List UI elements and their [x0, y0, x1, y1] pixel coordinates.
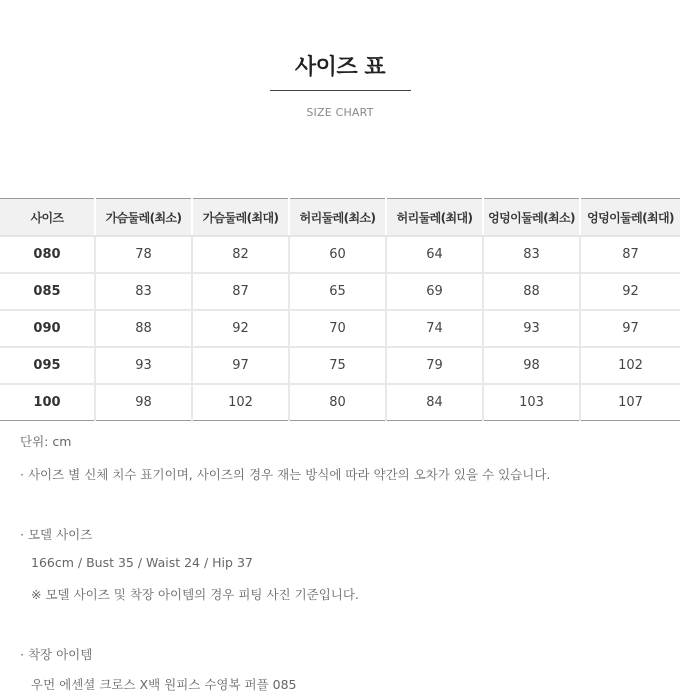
size-cell: 100: [0, 384, 95, 421]
chest-min-cell: 78: [95, 236, 192, 273]
table-row: [0, 236, 680, 273]
page-subtitle: SIZE CHART: [306, 106, 374, 119]
chest-max-cell: 87: [192, 273, 289, 310]
hip-max-cell: 97: [580, 310, 680, 347]
waist-min-cell: 60: [289, 236, 386, 273]
waist-max-cell: 69: [386, 273, 483, 310]
chest-max-cell: 102: [192, 384, 289, 421]
table-row: [0, 273, 680, 310]
column-header-hip-min: 엉덩이둘레(최소): [483, 199, 580, 237]
table-row: [0, 347, 680, 384]
chest-min-cell: 93: [95, 347, 192, 384]
worn-items-heading: · 착장 아이템: [20, 647, 93, 662]
waist-max-cell: 79: [386, 347, 483, 384]
chest-max-cell: 82: [192, 236, 289, 273]
waist-min-cell: 75: [289, 347, 386, 384]
waist-min-cell: 65: [289, 273, 386, 310]
hip-min-cell: 93: [483, 310, 580, 347]
table-row: [0, 310, 680, 347]
model-fitting-note: ※ 모델 사이즈 및 착장 아이템의 경우 피팅 사진 기준입니다.: [31, 587, 359, 602]
hip-max-cell: 92: [580, 273, 680, 310]
column-header-chest-max: 가슴둘레(최대): [192, 199, 289, 237]
column-header-waist-min: 허리둘레(최소): [289, 199, 386, 237]
waist-min-cell: 80: [289, 384, 386, 421]
chest-max-cell: 92: [192, 310, 289, 347]
unit-note: 단위: cm: [20, 434, 72, 449]
disclaimer-note: · 사이즈 별 신체 치수 표기이며, 사이즈의 경우 재는 방식에 따라 약간의 오차가 있을 수 있습니다.: [20, 467, 551, 482]
hip-max-cell: 107: [618, 395, 643, 410]
chest-max-cell: 97: [192, 347, 289, 384]
size-cell: 085: [0, 273, 95, 310]
chest-min-cell: 83: [95, 273, 192, 310]
title-divider: [270, 90, 411, 91]
page-title: 사이즈 표: [294, 55, 386, 80]
chest-min-cell: 88: [95, 310, 192, 347]
hip-min-cell: 103: [483, 384, 580, 421]
table-header-row: [0, 199, 680, 237]
hip-max-cell: 102: [580, 347, 680, 384]
hip-min-cell: 88: [483, 273, 580, 310]
size-cell: 080: [0, 236, 95, 273]
chest-min-cell: 98: [95, 384, 192, 421]
hip-min-cell: 83: [483, 236, 580, 273]
model-measurements: 166cm / Bust 35 / Waist 24 / Hip 37: [31, 555, 253, 570]
size-cell: 090: [0, 310, 95, 347]
table-row: [0, 384, 680, 421]
waist-max-cell: 84: [386, 384, 483, 421]
column-header-chest-min: 가슴둘레(최소): [95, 199, 192, 237]
size-cell: 095: [0, 347, 95, 384]
waist-min-cell: 70: [289, 310, 386, 347]
worn-item: 우먼 에센셜 크로스 X백 원피스 수영복 퍼플 085: [31, 677, 297, 692]
column-header-hip-max: 엉덩이둘레(최대): [580, 199, 680, 237]
hip-min-cell: 98: [483, 347, 580, 384]
model-size-heading: · 모델 사이즈: [20, 527, 93, 542]
column-header-size: 사이즈: [0, 199, 95, 237]
waist-max-cell: 74: [386, 310, 483, 347]
waist-max-cell: 64: [386, 236, 483, 273]
size-chart-table: [0, 198, 680, 421]
hip-max-cell: 87: [580, 236, 680, 273]
column-header-waist-max: 허리둘레(최대): [386, 199, 483, 237]
